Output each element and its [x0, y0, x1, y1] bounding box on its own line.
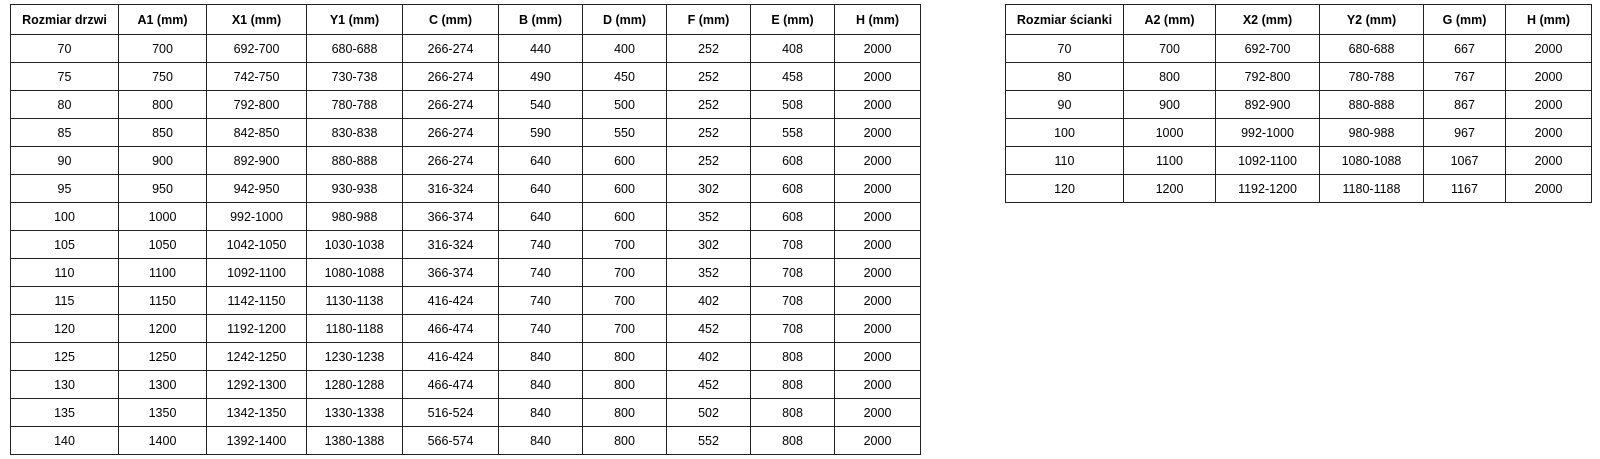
- door-table-cell: 1142-1150: [207, 287, 307, 315]
- door-table-cell: 115: [11, 287, 119, 315]
- door-table-cell: 302: [667, 175, 751, 203]
- door-table-cell: 1242-1250: [207, 343, 307, 371]
- door-table-cell: 1100: [119, 259, 207, 287]
- table-row: [11, 315, 921, 343]
- door-table-cell: 252: [667, 63, 751, 91]
- door-table-cell: 95: [11, 175, 119, 203]
- door-table-cell: 800: [583, 427, 667, 455]
- door-table-cell: 490: [499, 63, 583, 91]
- door-table-cell: 590: [499, 119, 583, 147]
- door-table-cell: 930-938: [307, 175, 403, 203]
- wall-table-cell: 100: [1006, 119, 1124, 147]
- door-table-column-header: E (mm): [751, 5, 835, 35]
- door-table-cell: 302: [667, 231, 751, 259]
- door-table-column-header: C (mm): [403, 5, 499, 35]
- door-table-cell: 252: [667, 35, 751, 63]
- wall-table-cell: 700: [1124, 35, 1216, 63]
- door-table-cell: 2000: [835, 399, 921, 427]
- door-table-cell: 840: [499, 399, 583, 427]
- door-table-cell: 2000: [835, 231, 921, 259]
- door-table-cell: 1380-1388: [307, 427, 403, 455]
- door-table-cell: 1250: [119, 343, 207, 371]
- door-table-cell: 1230-1238: [307, 343, 403, 371]
- door-table-cell: 892-900: [207, 147, 307, 175]
- door-table-cell: 1342-1350: [207, 399, 307, 427]
- door-table-cell: 75: [11, 63, 119, 91]
- door-table-cell: 458: [751, 63, 835, 91]
- wall-table-column-header: G (mm): [1424, 5, 1506, 35]
- door-table-cell: 640: [499, 175, 583, 203]
- door-table-cell: 2000: [835, 315, 921, 343]
- table-row: [1006, 175, 1592, 203]
- door-table-cell: 366-374: [403, 203, 499, 231]
- door-table-cell: 500: [583, 91, 667, 119]
- table-row: [11, 119, 921, 147]
- wall-table-cell: 780-788: [1320, 63, 1424, 91]
- door-table-cell: 600: [583, 147, 667, 175]
- door-table-cell: 352: [667, 259, 751, 287]
- wall-table-cell: 70: [1006, 35, 1124, 63]
- door-table-cell: 880-888: [307, 147, 403, 175]
- table-row: [1006, 63, 1592, 91]
- door-table-cell: 1000: [119, 203, 207, 231]
- wall-table-cell: 767: [1424, 63, 1506, 91]
- wall-table-column-header: X2 (mm): [1216, 5, 1320, 35]
- door-table-cell: 508: [751, 91, 835, 119]
- wall-table-body: [1006, 35, 1592, 203]
- door-table-cell: 900: [119, 147, 207, 175]
- door-table-cell: 2000: [835, 147, 921, 175]
- door-table-cell: 692-700: [207, 35, 307, 63]
- door-table-cell: 700: [583, 287, 667, 315]
- door-table-cell: 452: [667, 371, 751, 399]
- table-row: [11, 259, 921, 287]
- door-table-cell: 740: [499, 287, 583, 315]
- table-row: [11, 399, 921, 427]
- door-table-cell: 408: [751, 35, 835, 63]
- wall-table-cell: 110: [1006, 147, 1124, 175]
- door-table-cell: 2000: [835, 371, 921, 399]
- wall-table-cell: 2000: [1506, 119, 1592, 147]
- door-table-head: [11, 5, 921, 35]
- table-row: [11, 35, 921, 63]
- door-table-cell: 416-424: [403, 343, 499, 371]
- door-table-cell: 252: [667, 91, 751, 119]
- wall-table-cell: 892-900: [1216, 91, 1320, 119]
- door-size-table: [10, 4, 921, 455]
- door-table-cell: 1200: [119, 315, 207, 343]
- door-table-cell: 708: [751, 259, 835, 287]
- wall-table-cell: 1080-1088: [1320, 147, 1424, 175]
- door-table-cell: 550: [583, 119, 667, 147]
- table-row: [1006, 91, 1592, 119]
- door-table-column-header: X1 (mm): [207, 5, 307, 35]
- door-table-cell: 730-738: [307, 63, 403, 91]
- wall-table-head: [1006, 5, 1592, 35]
- table-row: [1006, 35, 1592, 63]
- door-table-cell: 1292-1300: [207, 371, 307, 399]
- door-table-cell: 452: [667, 315, 751, 343]
- wall-table-cell: 792-800: [1216, 63, 1320, 91]
- wall-table-cell: 2000: [1506, 35, 1592, 63]
- door-table-cell: 466-474: [403, 315, 499, 343]
- door-table-cell: 440: [499, 35, 583, 63]
- door-table-cell: 120: [11, 315, 119, 343]
- door-table-cell: 558: [751, 119, 835, 147]
- door-table-cell: 516-524: [403, 399, 499, 427]
- door-table-cell: 800: [583, 371, 667, 399]
- door-table-cell: 808: [751, 343, 835, 371]
- door-table-cell: 85: [11, 119, 119, 147]
- door-table-cell: 1050: [119, 231, 207, 259]
- table-row: [11, 203, 921, 231]
- wall-size-table: [1005, 4, 1592, 203]
- door-table-body: [11, 35, 921, 455]
- door-table-cell: 2000: [835, 343, 921, 371]
- wall-table-cell: 1167: [1424, 175, 1506, 203]
- door-table-cell: 708: [751, 231, 835, 259]
- door-table-cell: 780-788: [307, 91, 403, 119]
- door-table-column-header: A1 (mm): [119, 5, 207, 35]
- wall-table-cell: 90: [1006, 91, 1124, 119]
- table-row: [11, 371, 921, 399]
- door-table-cell: 140: [11, 427, 119, 455]
- wall-table-cell: 680-688: [1320, 35, 1424, 63]
- door-table-cell: 792-800: [207, 91, 307, 119]
- door-table-cell: 2000: [835, 91, 921, 119]
- door-table-cell: 100: [11, 203, 119, 231]
- door-table-cell: 400: [583, 35, 667, 63]
- door-table-cell: 416-424: [403, 287, 499, 315]
- door-table-cell: 608: [751, 175, 835, 203]
- wall-table-cell: 1192-1200: [1216, 175, 1320, 203]
- table-row: [11, 287, 921, 315]
- door-table-cell: 842-850: [207, 119, 307, 147]
- door-table-cell: 540: [499, 91, 583, 119]
- door-table-cell: 402: [667, 287, 751, 315]
- table-row: [11, 147, 921, 175]
- door-table-cell: 740: [499, 259, 583, 287]
- wall-table-cell: 1200: [1124, 175, 1216, 203]
- door-table-cell: 266-274: [403, 119, 499, 147]
- door-table-cell: 466-474: [403, 371, 499, 399]
- door-table-cell: 2000: [835, 287, 921, 315]
- door-table-column-header: F (mm): [667, 5, 751, 35]
- door-table-cell: 1130-1138: [307, 287, 403, 315]
- door-table-cell: 502: [667, 399, 751, 427]
- door-table-cell: 750: [119, 63, 207, 91]
- table-row: [11, 231, 921, 259]
- door-table-column-header: H (mm): [835, 5, 921, 35]
- wall-table-cell: 692-700: [1216, 35, 1320, 63]
- door-table-cell: 2000: [835, 427, 921, 455]
- door-table-cell: 80: [11, 91, 119, 119]
- wall-table-column-header: A2 (mm): [1124, 5, 1216, 35]
- door-table-cell: 700: [583, 315, 667, 343]
- door-table-cell: 1392-1400: [207, 427, 307, 455]
- table-row: [1006, 147, 1592, 175]
- door-table-cell: 1280-1288: [307, 371, 403, 399]
- table-row: [11, 427, 921, 455]
- door-table-cell: 840: [499, 427, 583, 455]
- door-table-cell: 942-950: [207, 175, 307, 203]
- door-table-cell: 950: [119, 175, 207, 203]
- door-table-cell: 1300: [119, 371, 207, 399]
- door-table-column-header: Rozmiar drzwi: [11, 5, 119, 35]
- table-row: [11, 91, 921, 119]
- wall-table-header-row: [1006, 5, 1592, 35]
- door-table-cell: 450: [583, 63, 667, 91]
- door-table-column-header: D (mm): [583, 5, 667, 35]
- door-table-cell: 740: [499, 231, 583, 259]
- door-table-cell: 2000: [835, 175, 921, 203]
- wall-table-column-header: Y2 (mm): [1320, 5, 1424, 35]
- door-table-cell: 680-688: [307, 35, 403, 63]
- door-size-table-container: [10, 4, 921, 455]
- door-table-cell: 252: [667, 147, 751, 175]
- door-table-cell: 552: [667, 427, 751, 455]
- door-table-cell: 2000: [835, 35, 921, 63]
- wall-table-cell: 1100: [1124, 147, 1216, 175]
- door-table-cell: 2000: [835, 63, 921, 91]
- door-table-column-header: Y1 (mm): [307, 5, 403, 35]
- wall-table-cell: 1000: [1124, 119, 1216, 147]
- door-table-cell: 135: [11, 399, 119, 427]
- wall-table-cell: 667: [1424, 35, 1506, 63]
- door-table-cell: 840: [499, 371, 583, 399]
- door-table-cell: 1350: [119, 399, 207, 427]
- wall-table-cell: 800: [1124, 63, 1216, 91]
- table-row: [11, 343, 921, 371]
- door-table-cell: 125: [11, 343, 119, 371]
- door-table-cell: 1042-1050: [207, 231, 307, 259]
- door-table-cell: 992-1000: [207, 203, 307, 231]
- door-table-cell: 850: [119, 119, 207, 147]
- door-table-cell: 105: [11, 231, 119, 259]
- door-table-cell: 252: [667, 119, 751, 147]
- door-table-cell: 402: [667, 343, 751, 371]
- door-table-column-header: B (mm): [499, 5, 583, 35]
- door-table-cell: 266-274: [403, 147, 499, 175]
- door-table-cell: 70: [11, 35, 119, 63]
- door-table-cell: 1030-1038: [307, 231, 403, 259]
- door-table-cell: 808: [751, 371, 835, 399]
- door-table-header-row: [11, 5, 921, 35]
- door-table-cell: 1180-1188: [307, 315, 403, 343]
- door-table-cell: 566-574: [403, 427, 499, 455]
- door-table-cell: 2000: [835, 203, 921, 231]
- door-table-cell: 600: [583, 203, 667, 231]
- door-table-cell: 700: [119, 35, 207, 63]
- door-table-cell: 2000: [835, 119, 921, 147]
- door-table-cell: 1150: [119, 287, 207, 315]
- door-table-cell: 130: [11, 371, 119, 399]
- door-table-cell: 700: [583, 259, 667, 287]
- wall-table-cell: 2000: [1506, 63, 1592, 91]
- wall-table-cell: 80: [1006, 63, 1124, 91]
- door-table-cell: 266-274: [403, 35, 499, 63]
- wall-table-cell: 1180-1188: [1320, 175, 1424, 203]
- wall-table-cell: 867: [1424, 91, 1506, 119]
- door-table-cell: 840: [499, 343, 583, 371]
- wall-size-table-container: [1005, 4, 1592, 203]
- door-table-cell: 740: [499, 315, 583, 343]
- wall-table-cell: 992-1000: [1216, 119, 1320, 147]
- door-table-cell: 830-838: [307, 119, 403, 147]
- door-table-cell: 700: [583, 231, 667, 259]
- door-table-cell: 742-750: [207, 63, 307, 91]
- table-row: [1006, 119, 1592, 147]
- door-table-cell: 800: [583, 399, 667, 427]
- door-table-cell: 316-324: [403, 175, 499, 203]
- wall-table-cell: 1092-1100: [1216, 147, 1320, 175]
- wall-table-cell: 2000: [1506, 175, 1592, 203]
- door-table-cell: 608: [751, 203, 835, 231]
- door-table-cell: 352: [667, 203, 751, 231]
- door-table-cell: 110: [11, 259, 119, 287]
- wall-table-cell: 967: [1424, 119, 1506, 147]
- door-table-cell: 640: [499, 203, 583, 231]
- door-table-cell: 1330-1338: [307, 399, 403, 427]
- table-row: [11, 175, 921, 203]
- wall-table-column-header: Rozmiar ścianki: [1006, 5, 1124, 35]
- door-table-cell: 980-988: [307, 203, 403, 231]
- door-table-cell: 808: [751, 427, 835, 455]
- door-table-cell: 800: [119, 91, 207, 119]
- door-table-cell: 640: [499, 147, 583, 175]
- door-table-cell: 1400: [119, 427, 207, 455]
- door-table-cell: 1092-1100: [207, 259, 307, 287]
- wall-table-cell: 2000: [1506, 147, 1592, 175]
- door-table-cell: 1080-1088: [307, 259, 403, 287]
- door-table-cell: 600: [583, 175, 667, 203]
- wall-table-cell: 900: [1124, 91, 1216, 119]
- door-table-cell: 808: [751, 399, 835, 427]
- door-table-cell: 1192-1200: [207, 315, 307, 343]
- door-table-cell: 266-274: [403, 91, 499, 119]
- wall-table-cell: 120: [1006, 175, 1124, 203]
- door-table-cell: 708: [751, 287, 835, 315]
- door-table-cell: 366-374: [403, 259, 499, 287]
- door-table-cell: 90: [11, 147, 119, 175]
- door-table-cell: 2000: [835, 259, 921, 287]
- door-table-cell: 708: [751, 315, 835, 343]
- wall-table-cell: 980-988: [1320, 119, 1424, 147]
- door-table-cell: 608: [751, 147, 835, 175]
- door-table-cell: 266-274: [403, 63, 499, 91]
- wall-table-cell: 880-888: [1320, 91, 1424, 119]
- wall-table-column-header: H (mm): [1506, 5, 1592, 35]
- wall-table-cell: 2000: [1506, 91, 1592, 119]
- table-row: [11, 63, 921, 91]
- door-table-cell: 316-324: [403, 231, 499, 259]
- wall-table-cell: 1067: [1424, 147, 1506, 175]
- door-table-cell: 800: [583, 343, 667, 371]
